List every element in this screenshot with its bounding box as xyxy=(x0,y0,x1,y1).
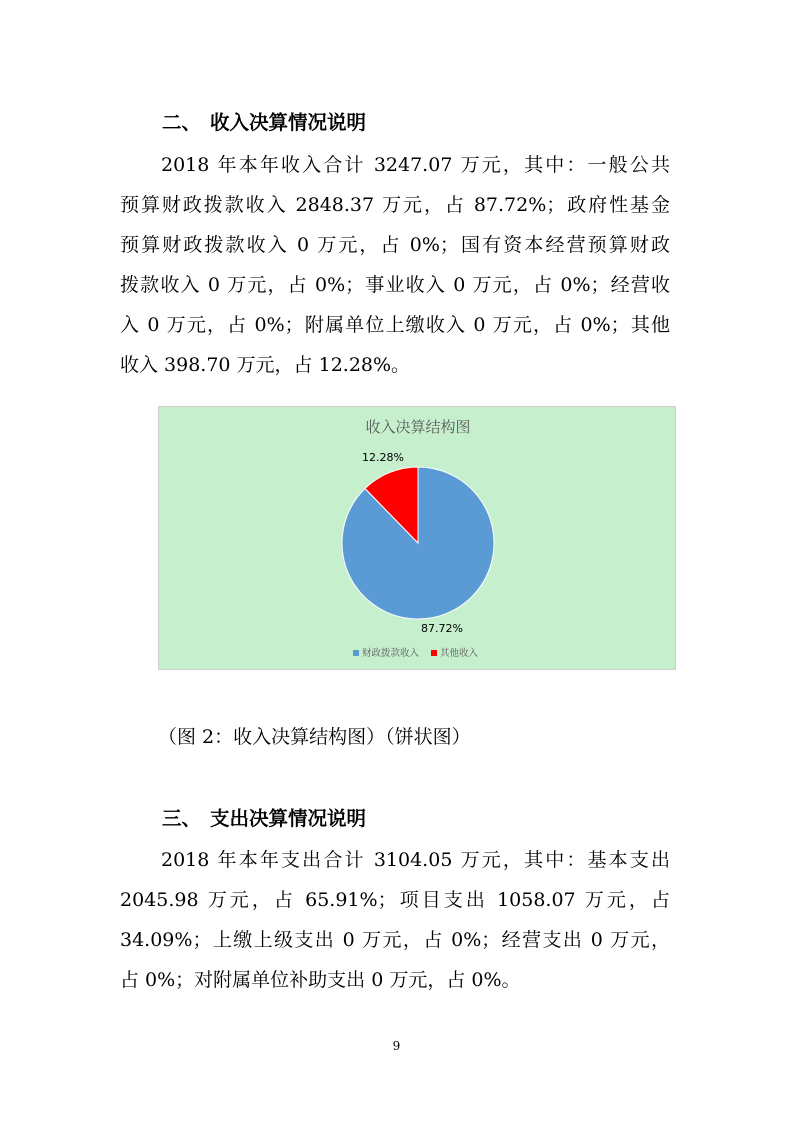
page-number: 9 xyxy=(392,1039,401,1053)
paragraph-line: 预算财政拨款收入 2848.37 万元，占 87.72%；政府性基金 xyxy=(120,194,670,216)
data-label-financial-appropriation: 87.72% xyxy=(421,622,463,635)
pie-slices xyxy=(342,467,494,619)
paragraph-line: 占 0%；对附属单位补助支出 0 万元，占 0%。 xyxy=(120,969,521,991)
section-2-heading xyxy=(162,108,366,138)
section-3-heading xyxy=(162,804,366,834)
paragraph-line: 34.09%；上缴上级支出 0 万元，占 0%；经营支出 0 万元， xyxy=(120,929,670,951)
legend-label-financial-appropriation: 财政拨款收入 xyxy=(362,648,420,659)
legend-swatch-financial-appropriation xyxy=(353,650,359,656)
section-2-paragraph xyxy=(120,145,670,385)
paragraph-line: 2045.98 万元，占 65.91%；项目支出 1058.07 万元，占 xyxy=(120,889,670,911)
paragraph-line: 入 0 万元，占 0%；附属单位上缴收入 0 万元，占 0%；其他 xyxy=(120,314,670,336)
pie-chart-svg xyxy=(159,407,677,671)
paragraph-line: 2018 年本年支出合计 3104.05 万元，其中：基本支出 xyxy=(161,849,670,871)
section-3-title: 支出决算情况说明 xyxy=(210,807,367,830)
income-pie-chart xyxy=(158,406,676,670)
paragraph-line: 预算财政拨款收入 0 万元，占 0%；国有资本经营预算财政 xyxy=(120,234,670,256)
section-2-title: 收入决算情况说明 xyxy=(210,111,367,134)
paragraph-line: 2018 年本年收入合计 3247.07 万元，其中：一般公共 xyxy=(161,154,670,176)
section-2-number: 二、 xyxy=(162,111,202,134)
legend-swatch-other-income xyxy=(431,650,437,656)
figure-caption: （图 2：收入决算结构图）（饼状图） xyxy=(158,726,471,748)
chart-legend xyxy=(353,647,479,659)
legend-label-other-income: 其他收入 xyxy=(440,648,479,659)
data-label-other-income: 12.28% xyxy=(362,451,404,464)
paragraph-line: 拨款收入 0 万元，占 0%；事业收入 0 万元，占 0%；经营收 xyxy=(120,274,670,296)
paragraph-line: 收入 398.70 万元，占 12.28%。 xyxy=(120,354,411,376)
chart-title: 收入决算结构图 xyxy=(365,418,471,436)
section-3-paragraph xyxy=(120,840,670,1000)
section-3-number: 三、 xyxy=(162,807,202,830)
